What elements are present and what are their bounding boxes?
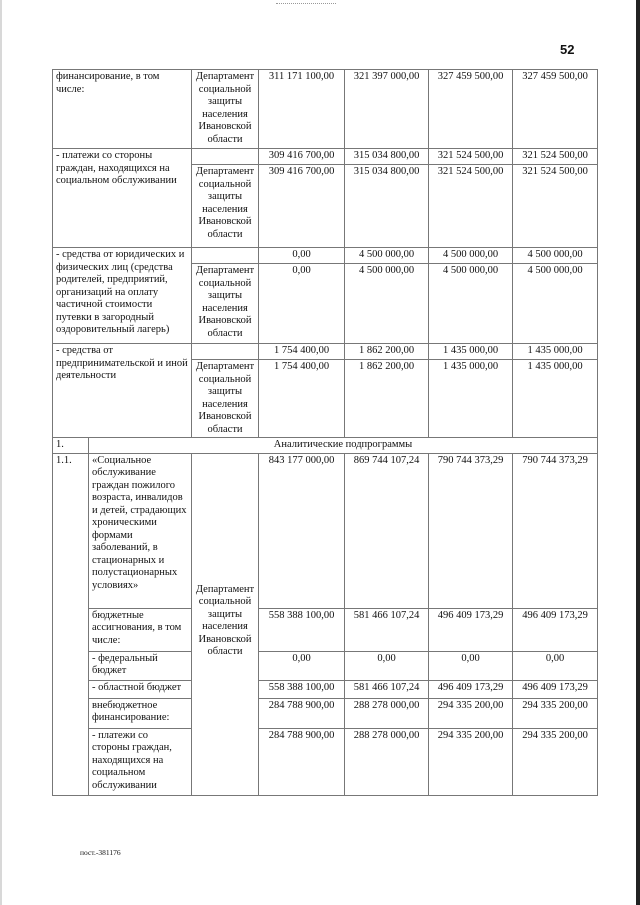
value-cell: 294 335 200,00	[429, 728, 513, 795]
row-label: - платежи со стороны граждан, находящихся на социальном обслуживании	[89, 728, 192, 795]
empty-cell	[192, 248, 259, 264]
value-cell: 1 754 400,00	[259, 360, 345, 438]
value-cell: 496 409 173,29	[513, 680, 598, 698]
value-cell: 309 416 700,00	[259, 165, 345, 248]
value-cell: 0,00	[429, 651, 513, 680]
department-cell: Департамент социальной защиты населения Ивановской области	[192, 165, 259, 248]
table-row	[53, 344, 598, 360]
footer-reference: пост.-381176	[80, 848, 121, 857]
value-cell: 0,00	[513, 651, 598, 680]
value-cell: 327 459 500,00	[513, 70, 598, 149]
value-cell: 288 278 000,00	[345, 728, 429, 795]
row-label: финансирование, в том числе:	[53, 70, 192, 149]
funding-table	[52, 69, 598, 796]
section-title: Аналитические подпрограммы	[89, 438, 598, 454]
table-row	[53, 149, 598, 165]
value-cell: 558 388 100,00	[259, 680, 345, 698]
value-cell: 496 409 173,29	[513, 608, 598, 651]
total-value-cell: 321 524 500,00	[429, 149, 513, 165]
value-cell: 0,00	[259, 264, 345, 344]
row-label: - федеральный бюджет	[89, 651, 192, 680]
total-value-cell: 4 500 000,00	[345, 248, 429, 264]
row-label: внебюджетное финансирование:	[89, 698, 192, 728]
value-cell: 288 278 000,00	[345, 698, 429, 728]
value-cell: 581 466 107,24	[345, 680, 429, 698]
section-header-row	[53, 438, 598, 454]
total-value-cell: 4 500 000,00	[429, 248, 513, 264]
department-cell: Департамент социальной защиты населения Ивановской области	[192, 360, 259, 438]
section-number: 1.	[53, 438, 89, 454]
value-cell: 294 335 200,00	[513, 698, 598, 728]
table-row	[53, 608, 598, 651]
total-value-cell: 1 435 000,00	[429, 344, 513, 360]
total-value-cell: 315 034 800,00	[345, 149, 429, 165]
value-cell: 1 435 000,00	[429, 360, 513, 438]
table-row	[53, 698, 598, 728]
table-row	[53, 70, 598, 149]
value-cell: 294 335 200,00	[513, 728, 598, 795]
row-label: - областной бюджет	[89, 680, 192, 698]
value-cell: 790 744 373,29	[429, 453, 513, 608]
value-cell: 321 524 500,00	[513, 165, 598, 248]
value-cell: 4 500 000,00	[429, 264, 513, 344]
value-cell: 1 862 200,00	[345, 360, 429, 438]
value-cell: 4 500 000,00	[345, 264, 429, 344]
value-cell: 0,00	[259, 651, 345, 680]
empty-cell	[192, 344, 259, 360]
value-cell: 311 171 100,00	[259, 70, 345, 149]
value-cell: 4 500 000,00	[513, 264, 598, 344]
department-cell: Департамент социальной защиты населения Ивановской области	[192, 70, 259, 149]
value-cell: 790 744 373,29	[513, 453, 598, 608]
table-row	[53, 453, 598, 608]
value-cell: 321 524 500,00	[429, 165, 513, 248]
empty-cell	[192, 149, 259, 165]
value-cell: 0,00	[345, 651, 429, 680]
total-value-cell: 0,00	[259, 248, 345, 264]
value-cell: 558 388 100,00	[259, 608, 345, 651]
department-cell: Департамент социальной защиты населения Ивановской области	[192, 453, 259, 795]
value-cell: 284 788 900,00	[259, 728, 345, 795]
total-value-cell: 309 416 700,00	[259, 149, 345, 165]
row-label: - платежи со стороны граждан, находящихся на социальном обслуживании	[53, 149, 192, 248]
scan-artifact	[276, 3, 336, 6]
total-value-cell: 1 435 000,00	[513, 344, 598, 360]
scan-right-edge	[636, 0, 640, 905]
department-cell: Департамент социальной защиты населения Ивановской области	[192, 264, 259, 344]
value-cell: 1 435 000,00	[513, 360, 598, 438]
table-row	[53, 248, 598, 264]
row-label: - средства от юридических и физических лиц (средства родителей, предприятий, организаций на оплату частичной стоимости путевки в загородный оздоровительный лагерь)	[53, 248, 192, 344]
value-cell: 321 397 000,00	[345, 70, 429, 149]
table-row	[53, 651, 598, 680]
value-cell: 294 335 200,00	[429, 698, 513, 728]
value-cell: 284 788 900,00	[259, 698, 345, 728]
scan-left-edge	[0, 0, 2, 905]
row-label: бюджетные ассигнования, в том числе:	[89, 608, 192, 651]
value-cell: 327 459 500,00	[429, 70, 513, 149]
value-cell: 869 744 107,24	[345, 453, 429, 608]
page-number: 52	[560, 42, 575, 57]
total-value-cell: 4 500 000,00	[513, 248, 598, 264]
value-cell: 315 034 800,00	[345, 165, 429, 248]
subprogram-number: 1.1.	[53, 453, 89, 795]
table-row	[53, 680, 598, 698]
table-row	[53, 728, 598, 795]
row-label: «Социальное обслуживание граждан пожилого возраста, инвалидов и детей, страдающих хроническими формами заболеваний, в стационарных и полустационарных условиях»	[89, 453, 192, 608]
value-cell: 496 409 173,29	[429, 680, 513, 698]
total-value-cell: 1 862 200,00	[345, 344, 429, 360]
total-value-cell: 321 524 500,00	[513, 149, 598, 165]
value-cell: 496 409 173,29	[429, 608, 513, 651]
value-cell: 843 177 000,00	[259, 453, 345, 608]
total-value-cell: 1 754 400,00	[259, 344, 345, 360]
row-label: - средства от предпринимательской и иной деятельности	[53, 344, 192, 438]
value-cell: 581 466 107,24	[345, 608, 429, 651]
